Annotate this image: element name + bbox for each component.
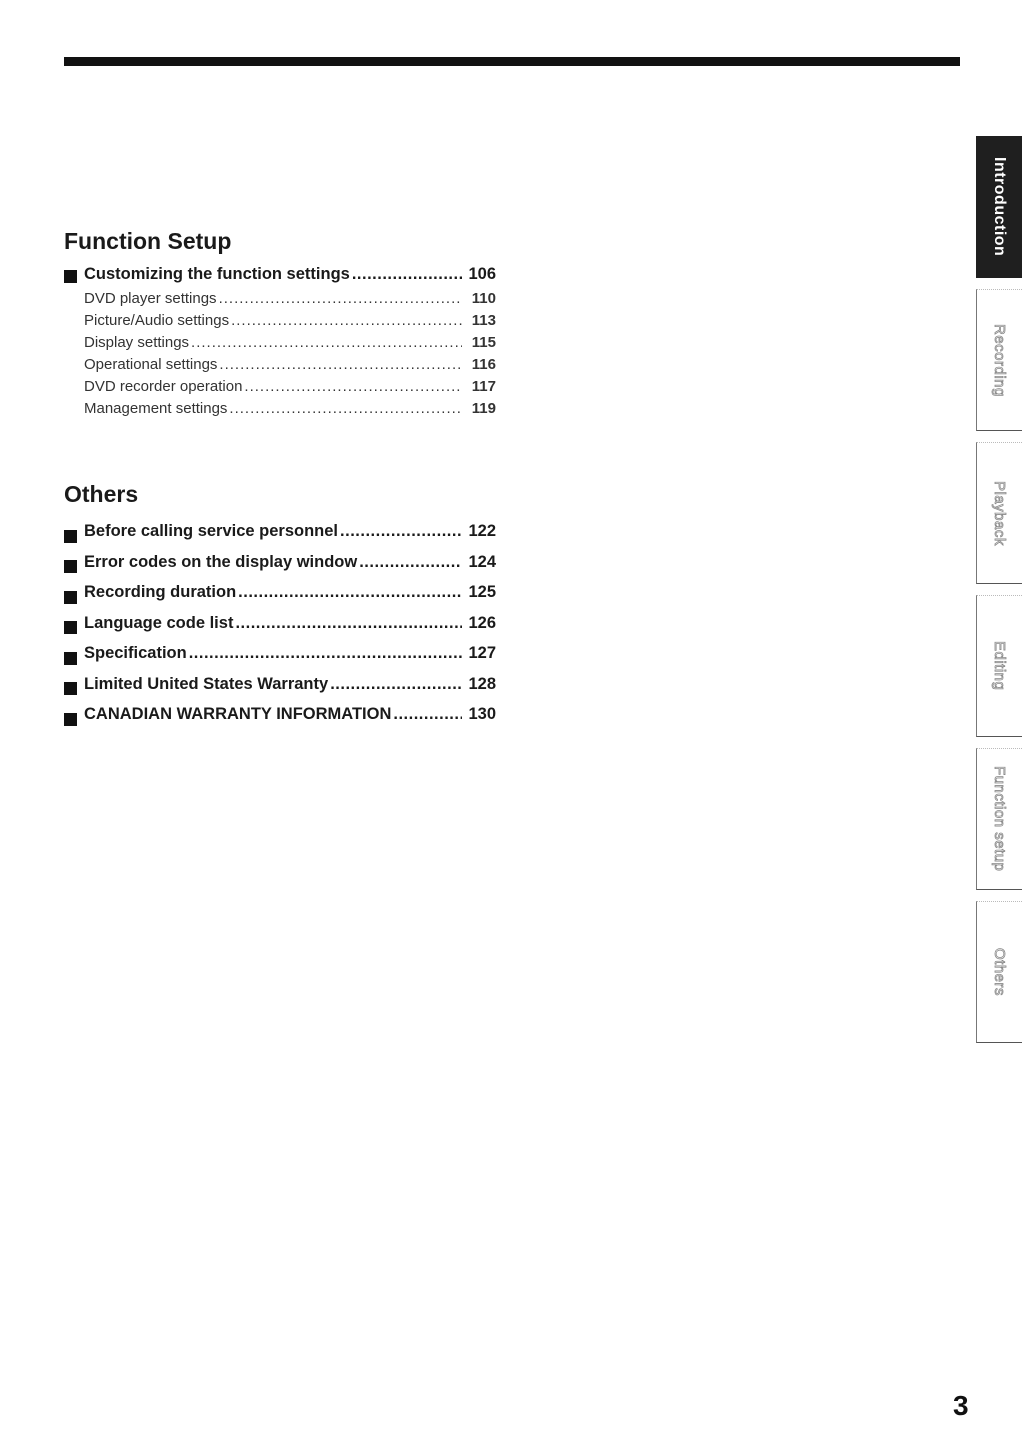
toc-entry-page: 126 [468,613,496,632]
toc-entry-label: Customizing the function settings [84,265,350,283]
toc-entry-page: 117 [471,378,496,395]
toc-entry-label: Recording duration [84,583,237,601]
top-rule [64,57,960,66]
square-bullet-icon [64,713,77,726]
dot-leader [189,644,462,663]
toc-entry-page: 122 [468,522,496,540]
tab-others[interactable] [976,901,1022,1043]
toc-entry-label: DVD player settings [84,290,217,307]
square-bullet-icon [64,682,77,695]
toc-entry-label: Operational settings [84,356,218,373]
tab-editing[interactable] [976,595,1022,737]
toc-entry[interactable] [64,644,496,675]
toc-subentry[interactable] [64,378,496,400]
tab-recording[interactable] [976,289,1022,431]
tab-label: Introduction [991,157,1008,257]
function-setup-section [64,228,496,422]
toc-subentry[interactable] [64,290,496,312]
toc-entry-page: 125 [468,583,496,601]
toc-entry-page: 128 [468,674,496,693]
toc-entry-label: Specification [84,644,187,662]
side-tabs [976,0,1022,1446]
dot-leader [340,522,462,541]
toc-entry-label: Error codes on the display window [84,552,358,571]
section-title: Others [64,481,139,507]
dot-leader [229,400,462,417]
tab-label: Recording [991,323,1008,397]
toc-subentry[interactable] [64,312,496,334]
tab-label: Editing [991,641,1008,691]
square-bullet-icon [64,621,77,634]
toc-entry-label: Management settings [84,400,228,417]
dot-leader [238,583,462,602]
toc-entry-label: Language code list [84,613,234,632]
tab-label: Function setup [991,766,1008,872]
toc-entry[interactable] [64,583,496,614]
toc-entry-label: DVD recorder operation [84,378,243,395]
others-section [64,481,496,736]
toc-entry-label: Display settings [84,334,190,351]
square-bullet-icon [64,591,77,604]
toc-entry[interactable] [64,705,496,736]
toc-entry-page: 116 [471,356,496,373]
dot-leader [235,614,462,633]
square-bullet-icon [64,270,77,283]
toc-entry-label: Picture/Audio settings [84,312,230,329]
dot-leader [191,334,462,351]
toc-entry-page: 130 [468,705,496,723]
dot-leader [219,356,462,373]
tab-label: Playback [991,480,1008,546]
dot-leader [393,705,462,724]
dot-leader [244,378,462,395]
page-number: 3 [953,1390,969,1421]
dot-leader [330,675,462,694]
square-bullet-icon [64,560,77,573]
toc-list [64,265,496,422]
toc-entry-page: 115 [471,334,496,351]
dot-leader [352,265,462,284]
toc-entry[interactable] [64,675,496,706]
toc-subentry[interactable] [64,400,496,422]
dot-leader [359,553,462,572]
tab-playback[interactable] [976,442,1022,584]
tab-function-setup[interactable] [976,748,1022,890]
toc-entry-page: 110 [471,290,496,307]
square-bullet-icon [64,530,77,543]
toc-entry-page: 119 [471,400,496,417]
toc-entry-page: 106 [468,265,496,283]
toc-entry-page: 113 [471,312,496,329]
toc-entry-label: CANADIAN WARRANTY INFORMATION [84,705,392,723]
toc-entry-label: Before calling service personnel [84,522,339,540]
section-title: Function Setup [64,228,232,254]
dot-leader [231,312,462,329]
toc-entry[interactable] [64,522,496,553]
tab-introduction[interactable] [976,136,1022,278]
toc-entry-page: 127 [468,644,496,662]
dot-leader [219,290,462,307]
toc-subentry[interactable] [64,334,496,356]
square-bullet-icon [64,652,77,665]
tab-label: Others [991,947,1008,996]
toc-entry[interactable] [64,614,496,645]
toc-entry[interactable] [64,553,496,584]
toc-entry[interactable] [64,265,496,290]
toc-list [64,522,496,736]
toc-entry-label: Limited United States Warranty [84,674,329,693]
toc-subentry[interactable] [64,356,496,378]
toc-entry-page: 124 [468,552,496,571]
